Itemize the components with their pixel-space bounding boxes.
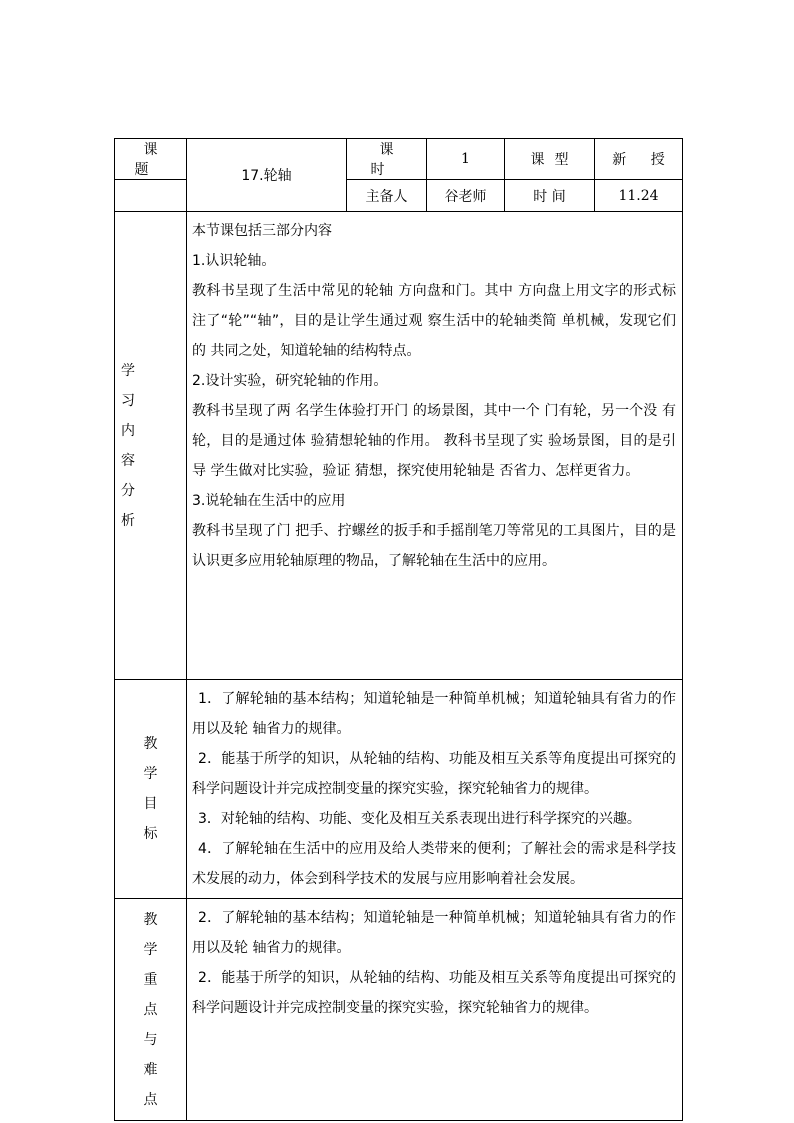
section-label-char: 学 (143, 941, 158, 958)
section-label-char: 分 (121, 482, 135, 499)
topic-value: 17.轮轴 (187, 139, 347, 212)
label-topic: 课 题 (115, 139, 187, 180)
section-teaching-goals (115, 680, 683, 899)
section-label-char: 点 (143, 1001, 158, 1018)
section-label-char: 点 (143, 1091, 158, 1108)
paragraph: 4．了解轮轴在生活中的应用及给人类带来的便利；了解社会的需求是科学技术发展的动力，体会到科学技术的发展与应用影响着社会发展。 (192, 841, 676, 887)
label-period: 课 时 (347, 139, 427, 180)
paragraph: 2．能基于所学的知识，从轮轴的结构、功能及相互关系等角度提出可探究的科学问题设计并完成控制变量的探究实验，探究轮轴省力的规律。 (192, 970, 676, 1016)
section-label-char: 容 (121, 452, 135, 469)
section-key-points (115, 899, 683, 1121)
type-value: 新 授 (595, 139, 683, 180)
section-label-char: 标 (143, 826, 158, 842)
lesson-plan-table (114, 138, 683, 1121)
section-label-char: 教 (143, 736, 158, 752)
paragraph: 教科书呈现了门 把手、拧螺丝的扳手和手摇削笔刀等常见的工具图片，目的是认识更多应用轮轴原理的物品，了解轮轴在生活中的应用。 (192, 523, 676, 569)
section-body (187, 899, 683, 1121)
paragraph: 3.说轮轴在生活中的应用 (192, 493, 346, 509)
section-label-char: 与 (143, 1031, 158, 1048)
section-body (187, 680, 683, 899)
paragraph: 教科书呈现了生活中常见的轮轴 方向盘和门。其中 方向盘上用文字的形式标注了“轮”“轴”，目的是让学生通过观 察生活中的轮轴类简 单机械，发现它们的 共同之处，知道轮轴的结构特点。 (192, 283, 676, 359)
label-time: 时 间 (505, 180, 595, 212)
section-label (115, 680, 187, 899)
time-value: 11.24 (595, 180, 683, 212)
section-label-char: 教 (143, 911, 158, 928)
header-row-1 (115, 139, 683, 180)
paragraph: 1．了解轮轴的基本结构；知道轮轴是一种简单机械；知道轮轴具有省力的作用以及轮 轴省力的规律。 (192, 691, 676, 737)
section-label (115, 212, 187, 680)
section-label-char: 目 (143, 796, 158, 812)
paragraph: 1.认识轮轴。 (192, 253, 276, 269)
paragraph: 3．对轮轴的结构、功能、变化及相互关系表现出进行科学探究的兴趣。 (198, 811, 641, 827)
label-type: 课型 (505, 139, 595, 180)
label-topic-empty (115, 180, 187, 212)
section-label-char: 内 (121, 422, 135, 439)
section-label-char: 学 (121, 362, 135, 379)
section-label-char: 难 (143, 1061, 158, 1078)
section-label-char: 重 (143, 971, 158, 988)
paragraph: 教科书呈现了两 名学生体验打开门 的场景图，其中一个 门有轮，另一个没 有轮，目的是通过体 验猜想轮轴的作用。 教科书呈现了实 验场景图，目的是引导 学生做对比实验，验证 猜想，探究使用轮轴是 否省力、怎样更省力。 (192, 403, 676, 479)
period-value: 1 (427, 139, 505, 180)
paragraph: 本节课包括三部分内容 (192, 223, 332, 239)
section-label-char: 析 (121, 512, 135, 529)
paragraph: 2．能基于所学的知识，从轮轴的结构、功能及相互关系等角度提出可探究的科学问题设计并完成控制变量的探究实验，探究轮轴省力的规律。 (192, 751, 676, 797)
section-label (115, 899, 187, 1121)
section-content-analysis (115, 212, 683, 680)
preparer-value: 谷老师 (427, 180, 505, 212)
section-label-char: 学 (143, 766, 158, 782)
paragraph: 2．了解轮轴的基本结构；知道轮轴是一种简单机械；知道轮轴具有省力的作用以及轮 轴省力的规律。 (192, 910, 676, 956)
label-preparer: 主备人 (347, 180, 427, 212)
section-label-char: 习 (121, 392, 135, 409)
paragraph: 2.设计实验，研究轮轴的作用。 (192, 373, 388, 389)
section-body (187, 212, 683, 680)
